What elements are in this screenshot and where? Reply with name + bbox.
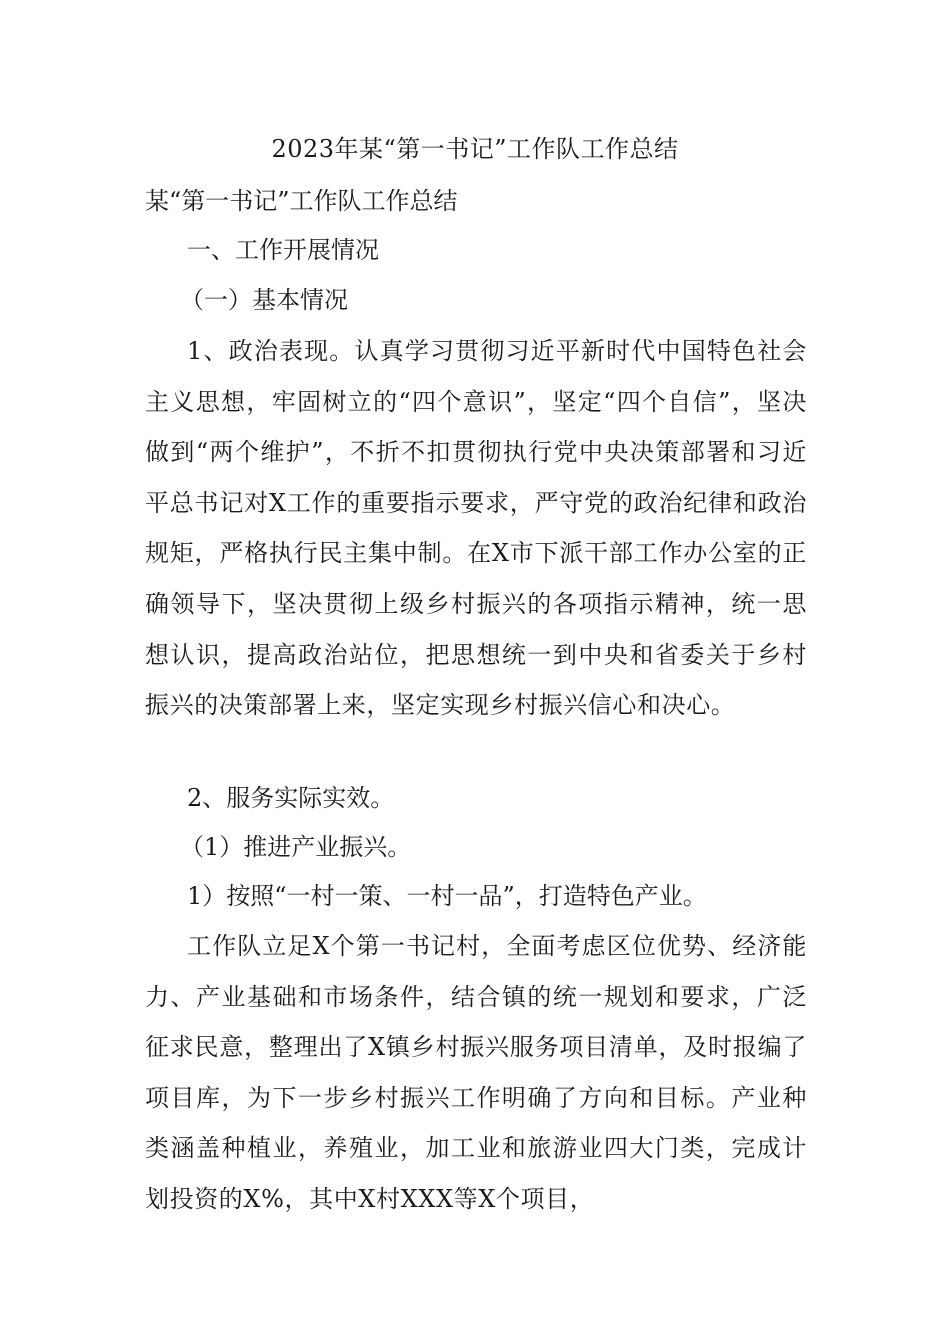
sub-item-heading: （1）推进产业振兴。 [180, 833, 412, 861]
document-title: 2023年某“第一书记”工作队工作总结 [271, 135, 679, 163]
paragraph-political-performance: 1、政治表现。认真学习贯彻习近平新时代中国特色社会主义思想，牢固树立的“四个意识”，坚定“四个自信”，坚决做到“两个维护”，不折不扣贯彻执行党中央决策部署和习近平总书记对X工作的重要指示要求，严守党的政治纪律和政治规矩，严格执行民主集中制。在X市下派干部工作办公室的正确领导下，坚决贯彻上级乡村振兴的各项指示精神，统一思想认识，提高政治站位，把思想统一到中央和省委关于乡村振兴的决策部署上来，坚定实现乡村振兴信心和决心。 [145, 337, 807, 720]
paragraph-industry: 工作队立足X个第一书记村，全面考虑区位优势、经济能力、产业基础和市场条件，结合镇的统一规划和要求，广泛征求民意，整理出了X镇乡村振兴服务项目清单，及时报编了项目库，为下一步乡村振兴工作明确了方向和目标。产业种类涵盖种植业，养殖业，加工业和旅游业四大门类，完成计划投资的X%，其中X村XXX等X个项目， [145, 932, 807, 1213]
sub-sub-item-heading: 1）按照“一村一策、一村一品”，打造特色产业。 [187, 882, 707, 910]
subsection-heading: （一）基本情况 [180, 286, 348, 314]
item-heading: 2、服务实际实效。 [187, 784, 395, 812]
document-subtitle: 某“第一书记”工作队工作总结 [145, 187, 458, 215]
section-heading: 一、工作开展情况 [187, 236, 379, 264]
